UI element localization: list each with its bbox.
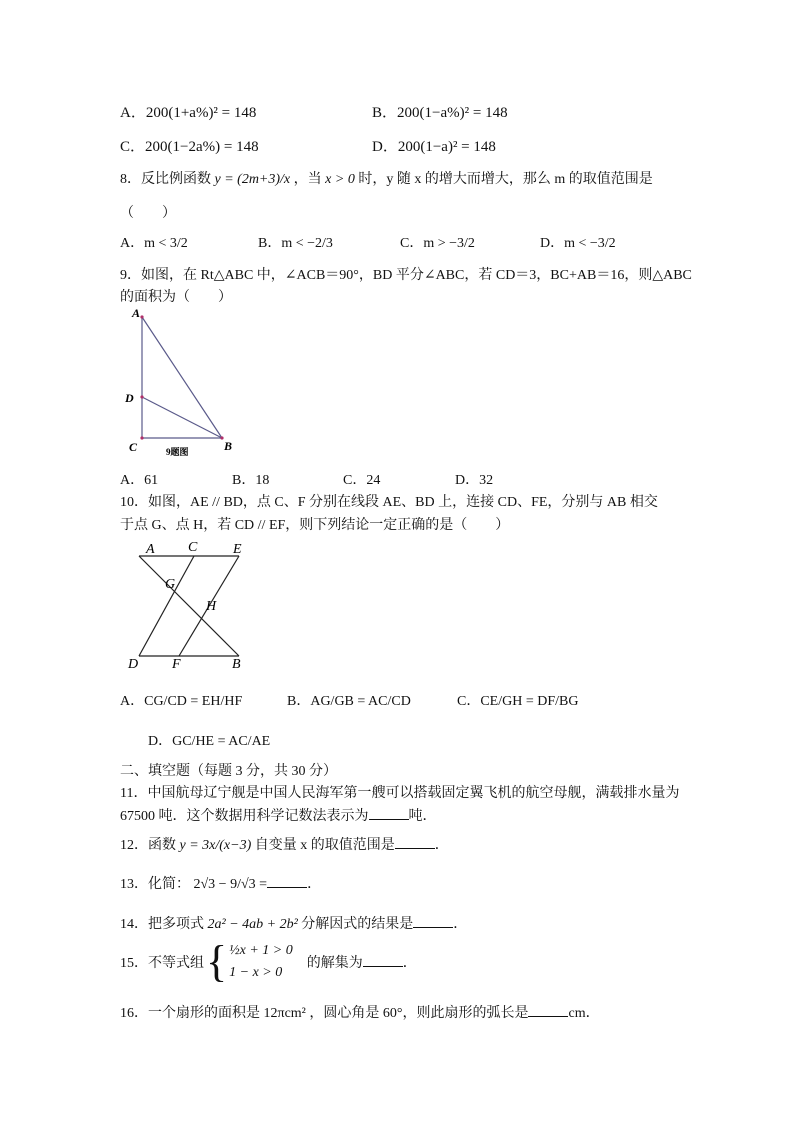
q11-answer-blank[interactable] [369, 807, 409, 820]
q9-stem-line1: 9．如图，在 Rt△ABC 中，∠ACB＝90°，BD 平分∠ABC，若 CD＝3，BC+AB＝16，则△ABC [120, 268, 692, 283]
q12-answer-blank[interactable] [395, 836, 435, 849]
q10-label-a: A [146, 542, 155, 557]
q15-inequality-b: 1 − x > 0 [229, 965, 283, 980]
q7-option-b: B．200(1−a%)² = 148 [372, 105, 508, 121]
q14-formula: 2a² − 4ab + 2b² [207, 917, 298, 932]
q7-option-a: A．200(1+a%)² = 148 [120, 105, 257, 121]
q16-before: 16．一个扇形的面积是 [120, 1006, 260, 1021]
q16-area: 12πcm² [263, 1006, 306, 1021]
q14-end: ． [453, 917, 468, 932]
q8-stem [120, 168, 653, 188]
q16-end: cm． [568, 1006, 600, 1021]
q8-option-d: D．m < −3/2 [540, 236, 616, 251]
q15-end: ． [402, 956, 417, 971]
q10-label-g: G [165, 577, 176, 592]
q10-option-a: A．CG/CD = EH/HF [120, 694, 243, 709]
q8-condition: x > 0 [325, 172, 355, 187]
q12-formula: y = 3x/(x−3) [179, 838, 252, 853]
q12-line [120, 834, 449, 854]
q11-line2 [120, 805, 437, 825]
q8-option-a: A．m < 3/2 [120, 236, 188, 251]
q14-answer-blank[interactable] [413, 915, 453, 928]
q13-end: ． [307, 877, 322, 892]
q15-before: 15．不等式组 [120, 956, 204, 971]
q9-option-d: D．32 [455, 473, 494, 488]
q14-line [120, 913, 467, 933]
q14-before: 14．把多项式 [120, 917, 204, 932]
q10-stem-line2: 于点 G、点 H，若 CD // EF，则下列结论一定正确的是（ ） [120, 518, 510, 533]
q12-end: ． [434, 838, 449, 853]
q13-before: 13．化简： [120, 877, 190, 892]
q14-after: 分解因式的结果是 [301, 917, 414, 932]
q10-label-c: C [188, 540, 198, 555]
q15-line [120, 937, 417, 986]
q8-option-b: B．m < −2/3 [258, 236, 333, 251]
q15-after: 的解集为 [306, 956, 363, 971]
section-title: 二、填空题（每题 3 分，共 30 分） [120, 764, 337, 779]
q10-figure [120, 535, 260, 673]
q16-line [120, 1002, 600, 1022]
q11-line2-after: 吨． [408, 809, 437, 824]
q11-line1: 11．中国航母辽宁舰是中国人民海军第一艘可以搭载固定翼飞机的航空母舰，满载排水量为 [120, 786, 680, 801]
q13-answer-blank[interactable] [267, 875, 307, 888]
q7-option-d: D．200(1−a)² = 148 [372, 139, 496, 155]
q9-label-b: B [224, 439, 233, 453]
q9-option-b: B．18 [232, 473, 270, 488]
q11-line2-before: 67500 吨．这个数据用科学记数法表示为 [120, 809, 369, 824]
q10-option-d: D．GC/HE = AC/AE [148, 734, 271, 749]
q15-answer-blank[interactable] [363, 954, 403, 967]
q10-label-f: F [172, 657, 181, 672]
q13-line [120, 873, 321, 893]
q9-figure [115, 305, 245, 460]
q8-paren: （ ） [120, 206, 176, 221]
q8-option-c: C．m > −3/2 [400, 236, 475, 251]
q10-option-c: C．CE/GH = DF/BG [457, 694, 579, 709]
q15-inequality-a: ½x + 1 > 0 [229, 943, 293, 958]
q8-stem-before: 8．反比例函数 [120, 172, 211, 187]
q10-label-h: H [206, 599, 217, 614]
q10-label-b: B [232, 657, 241, 672]
q15-brace: { [206, 937, 228, 986]
q13-formula: 2√3 − 9/√3 = [193, 877, 268, 892]
q8-stem-mid: ，当 [293, 172, 322, 187]
q8-stem-after: 时，y 随 x 的增大而增大，那么 m 的取值范围是 [358, 172, 653, 187]
q9-label-d: D [125, 391, 134, 405]
q9-label-c: C [129, 440, 138, 454]
q10-stem-line1: 10．如图，AE // BD，点 C、F 分别在线段 AE、BD 上，连接 CD、FE，分别与 AB 相交 [120, 495, 658, 510]
q12-after: 自变量 x 的取值范围是 [254, 838, 395, 853]
q10-label-d: D [128, 657, 139, 672]
q9-stem-line2: 的面积为（ ） [120, 290, 232, 305]
q9-figure-caption: 9题图 [166, 447, 189, 457]
q9-option-a: A．61 [120, 473, 159, 488]
q7-option-c: C．200(1−2a%) = 148 [120, 139, 259, 155]
q9-label-a: A [132, 306, 141, 320]
q16-mid: ，圆心角是 60°，则此扇形的弧长是 [309, 1006, 529, 1021]
q12-before: 12．函数 [120, 838, 176, 853]
q16-answer-blank[interactable] [528, 1004, 568, 1017]
q10-option-b: B．AG/GB = AC/CD [287, 694, 411, 709]
q9-option-c: C．24 [343, 473, 381, 488]
q10-label-e: E [233, 542, 242, 557]
q8-formula: y = (2m+3)/x [214, 172, 291, 187]
